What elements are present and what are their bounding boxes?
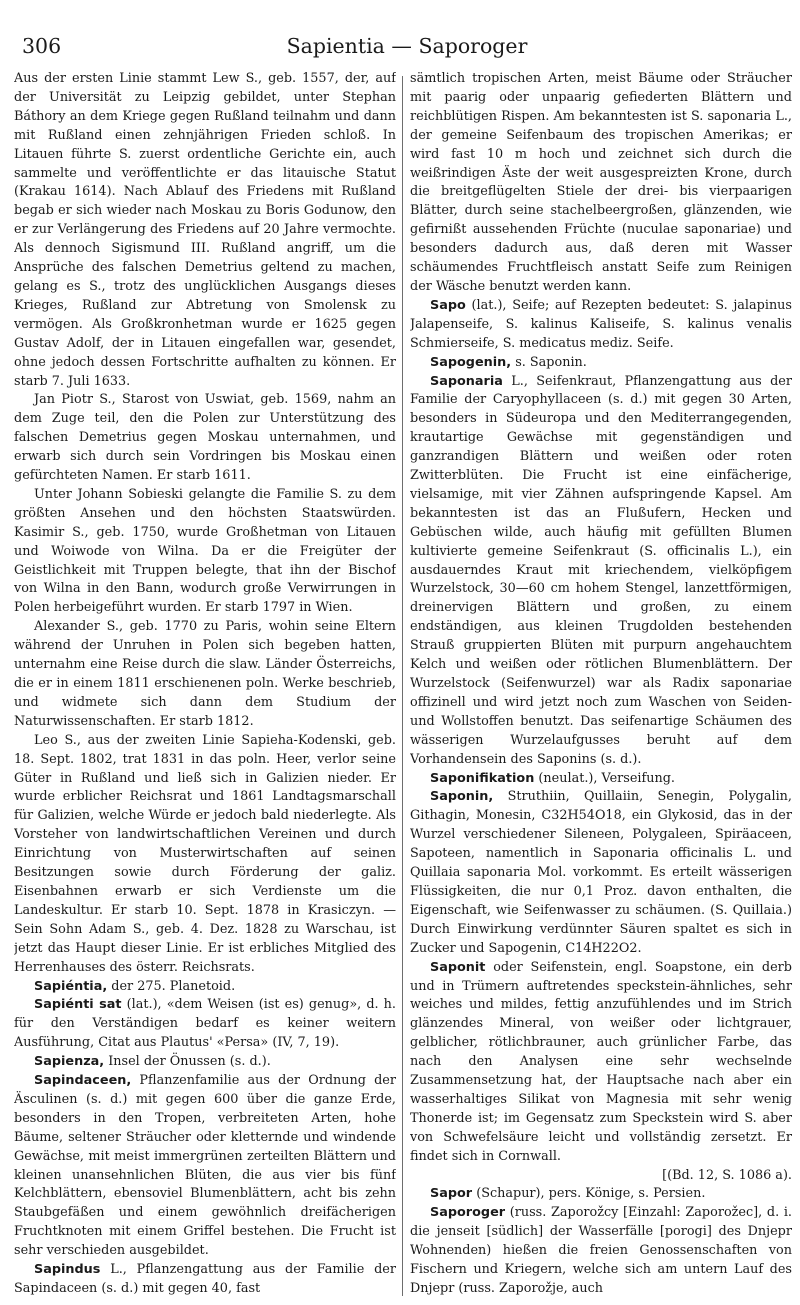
entry-headword: Sapiénti sat: [34, 997, 122, 1013]
entry-text: Alexander S., geb. 1770 zu Paris, wohin seine Eltern während der Unruhen in Polen sich begeben hatten, unternahm eine Reise durch die slaw. Länder Österreichs, die er in einem 1811 erschienenen poln. Werke beschrieb, und widmete sich dann dem Studium der Naturwissenschaften. Er starb 1812.: [14, 619, 396, 729]
entry-paragraph: [14, 486, 396, 618]
entry-headword: Sapienza,: [34, 1054, 105, 1070]
entry-paragraph: [410, 70, 792, 297]
entry-paragraph: [14, 391, 396, 486]
entry-headword: Sapor: [430, 1186, 473, 1202]
entry-text: s. Saponin.: [515, 354, 587, 370]
page-header: [22, 34, 792, 64]
entry-text: (lat.), «dem Weisen (ist es) genug», d. h. für den Verständigen bedarf es keiner weitern Ausführung, Citat aus Plautus' «Persa» (IV, 7, 19).: [14, 997, 396, 1051]
entry-text: Struthiin, Quillaiin, Senegin, Polygalin, Githagin, Monesin, C32H54O18, ein Glykosid, das in der Wurzel verschiedener Sileneen, Polygaleen, Spiräaceen, Sapoteen, namentlich in Saponaria officinalis L. und Quillaia saponaria Mol. vorkommt. Es erteilt wässerigen Flüssigkeiten, die nur 0,1 Proz. davon enthalten, die Eigenschaft, wie Seifenwasser zu schäumen. (S. Quillaia.) Durch Einwirkung verdünnter Säuren spaltet es sich in Zucker und Sapogenin, C14H22O2.: [410, 789, 792, 956]
entry-text: (lat.), Seife; auf Rezepten bedeutet: S. jalapinus Jalapenseife, S. kalinus Kaliseife, S. kalinus venalis Schmierseife, S. medicatus mediz. Seife.: [410, 297, 792, 351]
entry-text: der 275. Planetoid.: [111, 978, 236, 994]
dictionary-entry: [410, 373, 792, 770]
dictionary-entry: [410, 354, 792, 373]
dictionary-entry: [410, 1185, 792, 1204]
dictionary-entry: [14, 996, 396, 1053]
entry-headword: Sapindus: [34, 1262, 101, 1278]
entry-text: Aus der ersten Linie stammt Lew S., geb. 1557, der, auf der Universität zu Leipzig gebildet, unter Stephan Báthory an dem Kriege gegen Rußland teilnahm und dann mit Rußland einen zehnjährigen Frieden schloß. In Litauen führte S. zuerst ordentliche Gerichte ein, auch sammelte und veröffentlichte er das litauische Statut (Krakau 1614). Nach Ablauf des Friedens mit Rußland begab er sich wieder nach Moskau zu Boris Godunow, den er zur Verlängerung des Friedens auf 20 Jahre vermochte. Als dennoch Sigismund III. Rußland angriff, um die Ansprüche des falschen Demetrius geltend zu machen, gelang es S., trotz des unglücklichen Ausgangs dieses Krieges, Rußland zur Abtretung von Smolensk zu vermögen. Als Großkronhetman wurde er 1625 gegen Gustav Adolf, der in Litauen eingefallen war, gesendet, ohne jedoch dessen Fortschritte aufhalten zu können. Er starb 7. Juli 1633.: [14, 71, 396, 389]
volume-reference: [(Bd. 12, S. 1086 a).: [662, 1167, 792, 1183]
dictionary-entry: [410, 1204, 792, 1299]
dictionary-entry: [410, 959, 792, 1186]
dictionary-entry: [410, 297, 792, 354]
entry-text: oder Seifenstein, engl. Soapstone, ein derb und in Trümern auftretendes speckstein-ähnliches, sehr weiches und mildes, fettig anzufühlendes und im Strich glänzendes Mineral, von weißer oder lichtgrauer, gelblicher, rötlichbrauner, auch grünlicher Farbe, das nach den Analysen eine sehr wechselnde Zusammensetzung hat, der Hauptsache nach aber ein wasserhaltiges Silikat von Magnesia mit sehr wenig Thonerde ist; im Gegensatz zum Speckstein wird S. aber von Schwefelsäure leicht und vollständig zersetzt. Er findet sich in Cornwall.: [410, 959, 792, 1164]
dictionary-entry: [410, 788, 792, 958]
entry-paragraph: [14, 618, 396, 731]
entry-text: L., Seifenkraut, Pflanzengattung aus der Familie der Caryophyllaceen (s. d.) mit gegen 30 Arten, besonders in Südeuropa und den Mediterrangegenden, krautartige Gewächse mit gegenständigen und ganzrandigen Blättern und weißen oder roten Zwitterblüten. Die Frucht ist eine einfächerige, vielsamige, mit vier Zähnen aufspringende Kapsel. Am bekanntesten ist das an Flußufern, Hecken und Gebüschen wilde, auch häufig mit gefüllten Blumen kultivierte gemeine Seifenkraut (S. officinalis L.), ein ausdauerndes Kraut mit kriechendem, vielköpfigem Wurzelstock, 30—60 cm hohem Stengel, lanzettförmigen, dreinervigen Blättern und großen, zu einem endständigen, aus kleinen Trugdolden bestehenden Strauß gruppierten Blüten mit purpurn angehauchtem Kelch und weißen oder rötlichen Blumenblättern. Der Wurzelstock (Seifenwurzel) war als Radix saponariae offizinell und wird jetzt noch zum Waschen von Seiden- und Wollstoffen benutzt. Das seifenartige Schäumen des wässerigen Wurzelaufgusses beruht auf dem Vorhandensein des Saponins (s. d.).: [410, 373, 792, 767]
entry-text: Pflanzenfamilie aus der Ordnung der Äsculinen (s. d.) mit gegen 600 über die ganze Erde, besonders in den Tropen, verbreiteten Arten, hohe Bäume, seltener Sträucher oder kletternde und windende Gewächse, mit meist immergrünen zerteilten Blättern und kleinen unansehnlichen Blüten, die aus vier bis fünf Kelchblättern, ebensoviel Blumenblättern, acht bis zehn Staubgefäßen und einem gewöhnlich dreifächerigen Fruchtknoten mit einem Griffel bestehen. Die Frucht ist sehr verschieden ausgebildet.: [14, 1073, 396, 1259]
entry-text: Unter Johann Sobieski gelangte die Familie S. zu dem größten Ansehen und den höchsten Staatswürden. Kasimir S., geb. 1750, wurde Großhetman von Litauen und Woiwode von Wilna. Da er die Freigüter der Geistlichkeit mit Truppen belegte, that ihn der Bischof von Wilna in den Bann, wodurch große Verwirrungen in Polen herbeigeführt wurden. Er starb 1797 in Wien.: [14, 486, 396, 616]
dictionary-entry: [14, 1072, 396, 1261]
left-column: [14, 70, 396, 1300]
entry-text: (russ. Zaporožcy [Einzahl: Zaporožec], d. i. die jenseit [südlich] der Wasserfälle [porogi] des Dnjepr Wohnenden) hießen die freien Genossenschaften von Fischern und Kriegern, welche sich am untern Lauf des Dnjepr (russ. Zaporožje, auch: [410, 1205, 792, 1296]
column-divider: [402, 76, 403, 1296]
page-number: 306: [22, 34, 62, 58]
entry-text: L., Pflanzengattung aus der Familie der Sapindaceen (s. d.) mit gegen 40, fast: [14, 1262, 396, 1296]
dictionary-entry: [14, 1053, 396, 1072]
entry-headword: Saponifikation: [430, 770, 535, 786]
entry-headword: Saponin,: [430, 789, 494, 805]
dictionary-entry: [14, 978, 396, 997]
entry-text: Jan Piotr S., Starost von Uswiat, geb. 1569, nahm an dem Zuge teil, den die Polen zur Unterstützung des falschen Demetrius gegen Moskau unternahmen, und erwarb sich durch sein Vordringen bis Moskau einen gefürchteten Namen. Er starb 1611.: [14, 392, 396, 484]
entry-text: (Schapur), pers. Könige, s. Persien.: [476, 1186, 706, 1202]
entry-headword: Sapo: [430, 297, 466, 313]
entry-headword: Saponit: [430, 959, 486, 975]
entry-headword: Saponaria: [430, 373, 503, 389]
entry-text: Leo S., aus der zweiten Linie Sapieha-Kodenski, geb. 18. Sept. 1802, trat 1831 in das poln. Heer, verlor seine Güter in Rußland und ließ sich in Galizien nieder. Er wurde erblicher Reichsrat und 1861 Landtagsmarschall für Galizien, welche Würde er jedoch bald niederlegte. Als Vorsteher von landwirtschaftlichen Vereinen und durch Einrichtung von Musterwirtschaften auf seinen Besitzungen sowie durch Förderung der galiz. Eisenbahnen erwarb er sich Verdienste um die Landeskultur. Er starb 10. Sept. 1878 in Krasiczyn. — Sein Sohn Adam S., geb. 4. Dez. 1828 zu Warschau, ist jetzt das Haupt dieser Linie. Er ist erbliches Mitglied des Herrenhauses des österr. Reichsrats.: [14, 732, 396, 975]
dictionary-entry: [410, 770, 792, 789]
entry-headword: Sapindaceen,: [34, 1073, 132, 1089]
entry-text: Insel der Önussen (s. d.).: [108, 1054, 271, 1070]
entry-headword: Sapiéntia,: [34, 978, 108, 994]
entry-headword: Saporoger: [430, 1205, 506, 1221]
entry-paragraph: [14, 70, 396, 391]
entry-text: (neulat.), Verseifung.: [538, 770, 676, 786]
dictionary-entry: [14, 1261, 396, 1299]
right-column: [410, 70, 792, 1300]
entry-text: sämtlich tropischen Arten, meist Bäume oder Sträucher mit paarig oder unpaarig gefiederten Blättern und reichblütigen Rispen. Am bekanntesten ist S. saponaria L., der gemeine Seifenbaum des tropischen Amerikas; er wird fast 10 m hoch und zeichnet sich durch die weißrindigen Äste der weit ausgespreizten Krone, durch die breitgeflügelten Stiele der drei- bis vierpaarigen Blätter, durch seine stachelbeergroßen, glänzenden, wie gefirnißt aussehenden Früchte (nuculae saponariae) und besonders dadurch aus, daß deren mit Wasser schäumendes Fruchtfleisch anstatt Seife zum Reinigen der Wäsche benutzt werden kann.: [410, 71, 792, 294]
running-title: Sapientia — Saporoger: [286, 34, 528, 58]
entry-headword: Sapogenin,: [430, 354, 512, 370]
entry-paragraph: [14, 732, 396, 978]
